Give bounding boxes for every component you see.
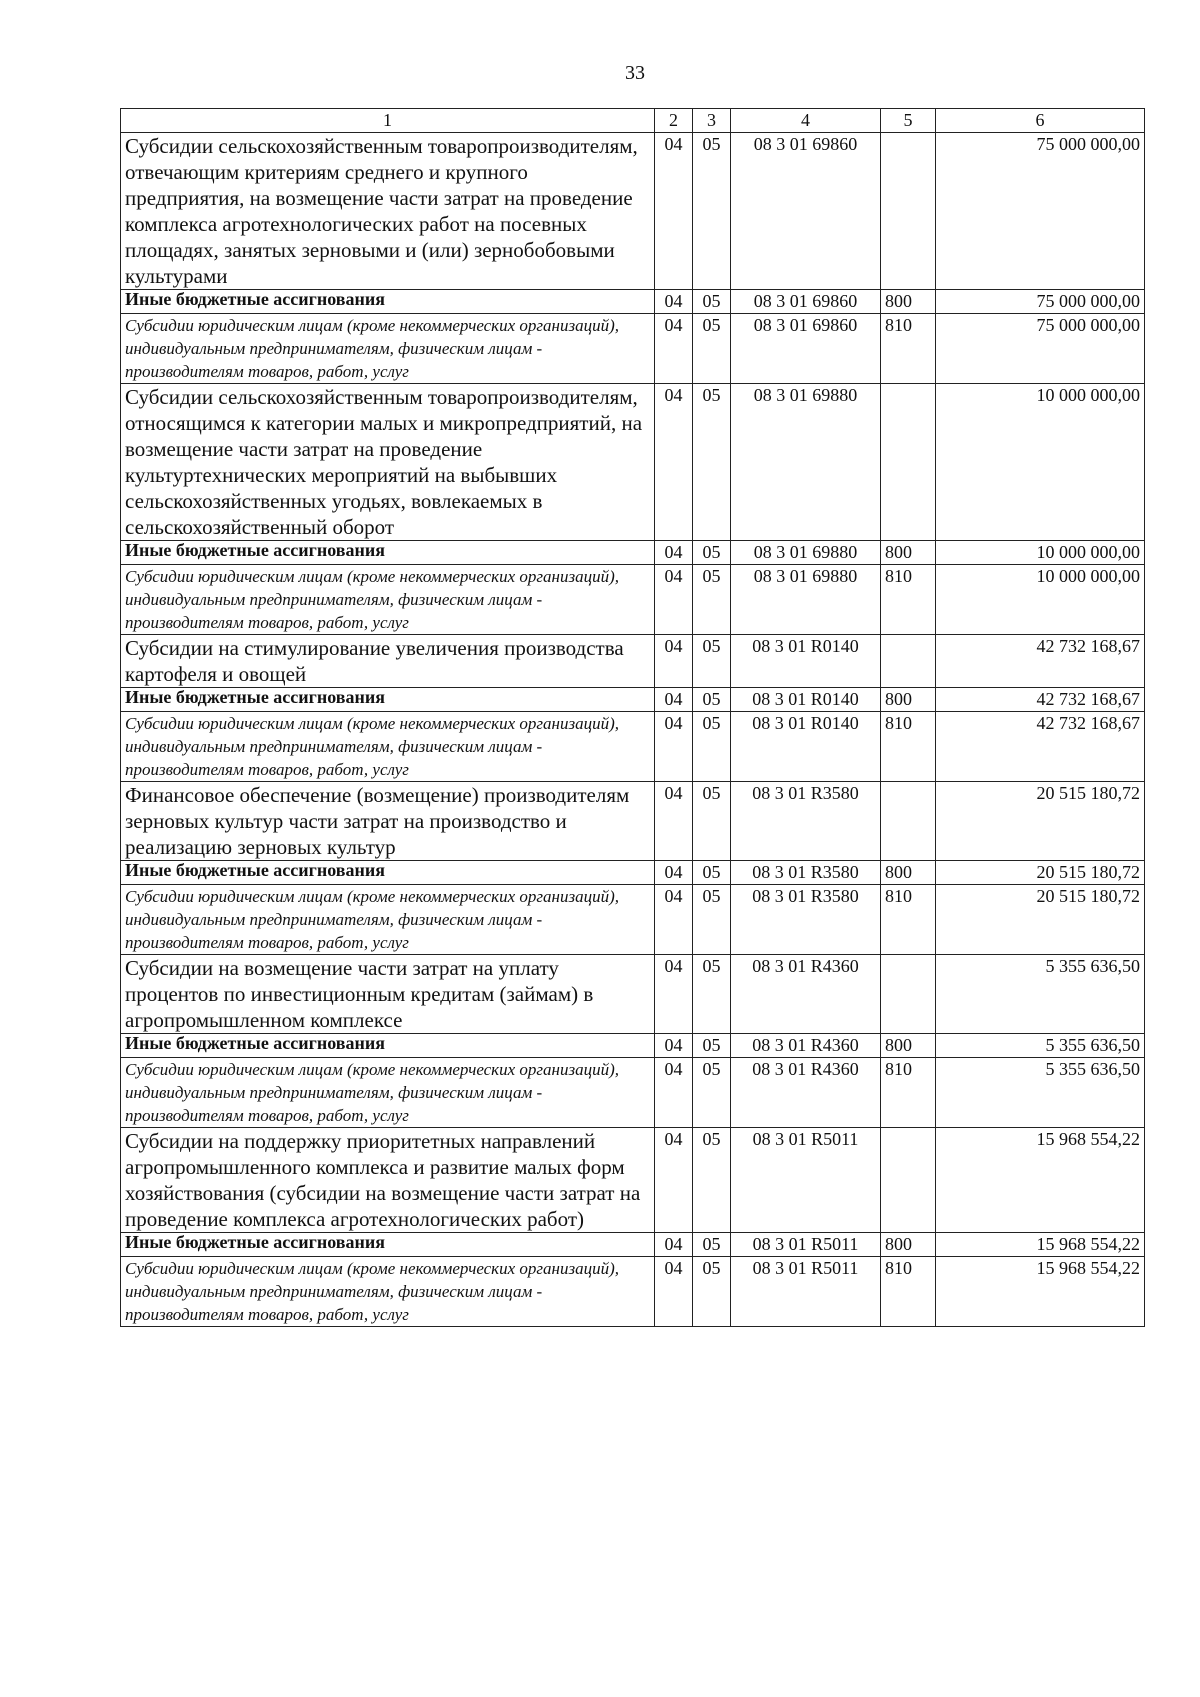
table-row — [121, 1257, 1145, 1327]
table-row — [121, 314, 1145, 384]
subsection-cell: 05 — [693, 541, 731, 565]
target-article-cell: 08 3 01 R5011 — [731, 1257, 881, 1327]
section-cell: 04 — [655, 565, 693, 635]
expense-type-cell: 800 — [881, 861, 936, 885]
amount-cell: 5 355 636,50 — [936, 955, 1145, 1034]
expense-type-cell — [881, 1128, 936, 1233]
subsection-cell: 05 — [693, 1257, 731, 1327]
expense-name-cell: Иные бюджетные ассигнования — [121, 861, 655, 885]
amount-cell: 75 000 000,00 — [936, 314, 1145, 384]
expense-name-cell: Субсидии сельскохозяйственным товаропроизводителям, относящимся к категории малых и микропредприятий, на возмещение части затрат на проведение культуртехнических мероприятий на выбывших сельскохозяйственных угодьях, вовлекаемых в сельскохозяйственный оборот — [121, 384, 655, 541]
subsection-cell: 05 — [693, 384, 731, 541]
expense-type-cell — [881, 133, 936, 290]
section-cell: 04 — [655, 782, 693, 861]
expense-type-cell: 800 — [881, 1233, 936, 1257]
amount-cell: 10 000 000,00 — [936, 565, 1145, 635]
section-cell: 04 — [655, 885, 693, 955]
expense-name-cell: Иные бюджетные ассигнования — [121, 1034, 655, 1058]
expense-type-cell: 810 — [881, 565, 936, 635]
section-cell: 04 — [655, 1058, 693, 1128]
expense-name-cell: Иные бюджетные ассигнования — [121, 1233, 655, 1257]
subsection-cell: 05 — [693, 782, 731, 861]
amount-cell: 10 000 000,00 — [936, 541, 1145, 565]
section-cell: 04 — [655, 1128, 693, 1233]
target-article-cell: 08 3 01 69880 — [731, 541, 881, 565]
expense-name-cell: Субсидии юридическим лицам (кроме некоммерческих организаций), индивидуальным предпринимателям, физическим лицам - производителям товаров, работ, услуг — [121, 1257, 655, 1327]
expense-type-cell — [881, 635, 936, 688]
expense-type-cell: 800 — [881, 688, 936, 712]
expense-name-cell: Иные бюджетные ассигнования — [121, 688, 655, 712]
target-article-cell: 08 3 01 69860 — [731, 314, 881, 384]
subsection-cell: 05 — [693, 314, 731, 384]
subsection-cell: 05 — [693, 635, 731, 688]
amount-cell: 5 355 636,50 — [936, 1058, 1145, 1128]
section-cell: 04 — [655, 1257, 693, 1327]
subsection-cell: 05 — [693, 861, 731, 885]
section-cell: 04 — [655, 712, 693, 782]
target-article-cell: 08 3 01 69860 — [731, 133, 881, 290]
expense-type-cell: 810 — [881, 314, 936, 384]
target-article-cell: 08 3 01 R4360 — [731, 1034, 881, 1058]
section-cell: 04 — [655, 1233, 693, 1257]
header-row — [121, 109, 1145, 133]
target-article-cell: 08 3 01 R3580 — [731, 861, 881, 885]
target-article-cell: 08 3 01 R0140 — [731, 688, 881, 712]
header-cell: 2 — [655, 109, 693, 133]
section-cell: 04 — [655, 861, 693, 885]
expense-name-cell: Субсидии юридическим лицам (кроме некоммерческих организаций), индивидуальным предпринимателям, физическим лицам - производителям товаров, работ, услуг — [121, 1058, 655, 1128]
table-row — [121, 861, 1145, 885]
header-cell: 3 — [693, 109, 731, 133]
table-row — [121, 1233, 1145, 1257]
subsection-cell: 05 — [693, 133, 731, 290]
amount-cell: 42 732 168,67 — [936, 712, 1145, 782]
budget-table-body — [121, 109, 1145, 1327]
subsection-cell: 05 — [693, 712, 731, 782]
subsection-cell: 05 — [693, 1034, 731, 1058]
subsection-cell: 05 — [693, 1233, 731, 1257]
table-row — [121, 1128, 1145, 1233]
expense-type-cell: 800 — [881, 541, 936, 565]
section-cell: 04 — [655, 541, 693, 565]
header-cell: 5 — [881, 109, 936, 133]
target-article-cell: 08 3 01 R0140 — [731, 635, 881, 688]
expense-type-cell — [881, 782, 936, 861]
subsection-cell: 05 — [693, 688, 731, 712]
expense-name-cell: Иные бюджетные ассигнования — [121, 541, 655, 565]
section-cell: 04 — [655, 1034, 693, 1058]
table-row — [121, 885, 1145, 955]
amount-cell: 42 732 168,67 — [936, 688, 1145, 712]
subsection-cell: 05 — [693, 1058, 731, 1128]
section-cell: 04 — [655, 635, 693, 688]
expense-type-cell: 810 — [881, 1257, 936, 1327]
header-cell: 6 — [936, 109, 1145, 133]
table-row — [121, 1034, 1145, 1058]
section-cell: 04 — [655, 384, 693, 541]
expense-name-cell: Субсидии сельскохозяйственным товаропроизводителям, отвечающим критериям среднего и крупного предприятия, на возмещение части затрат на проведение комплекса агротехнологических работ на посевных площадях, занятых зерновыми и (или) зернобобовыми культурами — [121, 133, 655, 290]
expense-name-cell: Субсидии на возмещение части затрат на уплату процентов по инвестиционным кредитам (займам) в агропромышленном комплексе — [121, 955, 655, 1034]
target-article-cell: 08 3 01 R4360 — [731, 1058, 881, 1128]
target-article-cell: 08 3 01 69880 — [731, 565, 881, 635]
expense-type-cell: 810 — [881, 1058, 936, 1128]
table-row — [121, 712, 1145, 782]
expense-name-cell: Субсидии юридическим лицам (кроме некоммерческих организаций), индивидуальным предпринимателям, физическим лицам - производителям товаров, работ, услуг — [121, 314, 655, 384]
expense-name-cell: Субсидии на поддержку приоритетных направлений агропромышленного комплекса и развитие малых форм хозяйствования (субсидии на возмещение части затрат на проведение комплекса агротехнологических работ) — [121, 1128, 655, 1233]
amount-cell: 42 732 168,67 — [936, 635, 1145, 688]
target-article-cell: 08 3 01 R3580 — [731, 885, 881, 955]
subsection-cell: 05 — [693, 1128, 731, 1233]
expense-name-cell: Субсидии юридическим лицам (кроме некоммерческих организаций), индивидуальным предпринимателям, физическим лицам - производителям товаров, работ, услуг — [121, 885, 655, 955]
expense-name-cell: Субсидии на стимулирование увеличения производства картофеля и овощей — [121, 635, 655, 688]
target-article-cell: 08 3 01 69880 — [731, 384, 881, 541]
subsection-cell: 05 — [693, 290, 731, 314]
target-article-cell: 08 3 01 R5011 — [731, 1233, 881, 1257]
amount-cell: 20 515 180,72 — [936, 782, 1145, 861]
table-row — [121, 384, 1145, 541]
table-row — [121, 565, 1145, 635]
subsection-cell: 05 — [693, 565, 731, 635]
expense-type-cell: 810 — [881, 885, 936, 955]
budget-table — [120, 108, 1145, 1327]
table-row — [121, 1058, 1145, 1128]
target-article-cell: 08 3 01 69860 — [731, 290, 881, 314]
expense-name-cell: Субсидии юридическим лицам (кроме некоммерческих организаций), индивидуальным предпринимателям, физическим лицам - производителям товаров, работ, услуг — [121, 712, 655, 782]
header-cell: 1 — [121, 109, 655, 133]
table-row — [121, 688, 1145, 712]
target-article-cell: 08 3 01 R4360 — [731, 955, 881, 1034]
section-cell: 04 — [655, 290, 693, 314]
expense-type-cell — [881, 384, 936, 541]
table-row — [121, 290, 1145, 314]
table-row — [121, 635, 1145, 688]
amount-cell: 5 355 636,50 — [936, 1034, 1145, 1058]
amount-cell: 20 515 180,72 — [936, 885, 1145, 955]
amount-cell: 15 968 554,22 — [936, 1128, 1145, 1233]
expense-name-cell: Иные бюджетные ассигнования — [121, 290, 655, 314]
expense-type-cell: 800 — [881, 1034, 936, 1058]
amount-cell: 75 000 000,00 — [936, 133, 1145, 290]
amount-cell: 15 968 554,22 — [936, 1233, 1145, 1257]
expense-name-cell: Субсидии юридическим лицам (кроме некоммерческих организаций), индивидуальным предпринимателям, физическим лицам - производителям товаров, работ, услуг — [121, 565, 655, 635]
table-row — [121, 955, 1145, 1034]
expense-name-cell: Финансовое обеспечение (возмещение) производителям зерновых культур части затрат на производство и реализацию зерновых культур — [121, 782, 655, 861]
amount-cell: 20 515 180,72 — [936, 861, 1145, 885]
expense-type-cell — [881, 955, 936, 1034]
table-row — [121, 782, 1145, 861]
table-row — [121, 541, 1145, 565]
target-article-cell: 08 3 01 R0140 — [731, 712, 881, 782]
subsection-cell: 05 — [693, 955, 731, 1034]
section-cell: 04 — [655, 955, 693, 1034]
amount-cell: 15 968 554,22 — [936, 1257, 1145, 1327]
section-cell: 04 — [655, 314, 693, 384]
amount-cell: 75 000 000,00 — [936, 290, 1145, 314]
expense-type-cell: 800 — [881, 290, 936, 314]
target-article-cell: 08 3 01 R5011 — [731, 1128, 881, 1233]
page-number: 33 — [625, 62, 645, 84]
section-cell: 04 — [655, 133, 693, 290]
subsection-cell: 05 — [693, 885, 731, 955]
target-article-cell: 08 3 01 R3580 — [731, 782, 881, 861]
amount-cell: 10 000 000,00 — [936, 384, 1145, 541]
header-cell: 4 — [731, 109, 881, 133]
section-cell: 04 — [655, 688, 693, 712]
expense-type-cell: 810 — [881, 712, 936, 782]
table-row — [121, 133, 1145, 290]
